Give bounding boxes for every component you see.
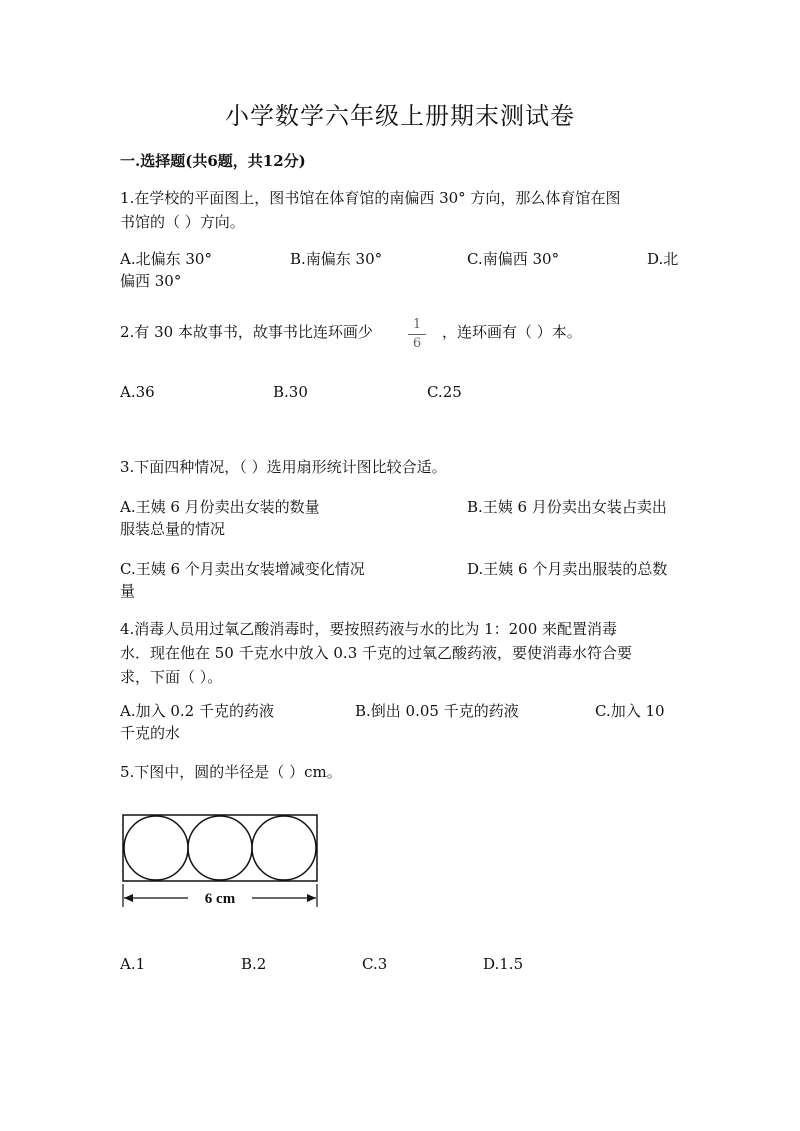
q2-option-b[interactable]: B.30 <box>273 383 308 401</box>
fraction-numerator: 1 <box>412 317 422 332</box>
q3-option-c[interactable]: C.王姨 6 个月卖出女装增减变化情况 <box>120 560 365 578</box>
question-3: 3.下面四种情况，（ ）选用扇形统计图比较合适。 <box>120 458 447 476</box>
figure-circle-2 <box>188 816 252 880</box>
three-circles-figure <box>118 812 323 910</box>
fraction-denominator: 6 <box>412 336 422 351</box>
q5-option-a[interactable]: A.1 <box>120 955 146 973</box>
q1-option-d-continued: 偏西 30° <box>120 272 182 290</box>
q5-option-c[interactable]: C.3 <box>362 955 388 973</box>
question-2-text-before: 2.有 30 本故事书，故事书比连环画少 <box>120 323 373 341</box>
question-1 <box>120 186 680 234</box>
q5-option-b[interactable]: B.2 <box>241 955 267 973</box>
question-2-text-after: ，连环画有（ ）本。 <box>442 323 582 341</box>
question-1-line-1: 1.在学校的平面图上，图书馆在体育馆的南偏西 30° 方向，那么体育馆在图 <box>120 189 621 207</box>
q1-option-d[interactable]: D.北 <box>647 250 679 268</box>
q3-option-a[interactable]: A.王姨 6 月份卖出女装的数量 <box>120 498 320 516</box>
figure-arrowhead-left <box>124 894 133 902</box>
q1-option-c[interactable]: C.南偏西 30° <box>467 250 560 268</box>
q4-option-c[interactable]: C.加入 10 <box>595 702 665 720</box>
q2-option-a[interactable]: A.36 <box>120 383 155 401</box>
page-title: 小学数学六年级上册期末测试卷 <box>225 102 575 130</box>
section-heading: 一.选择题(共6题，共12分) <box>120 152 306 170</box>
figure-arrowhead-right <box>307 894 316 902</box>
fraction-one-sixth <box>408 317 426 352</box>
figure-rectangle <box>123 815 317 881</box>
q4-option-c-continued: 千克的水 <box>120 724 181 742</box>
q3-option-d-continued: 量 <box>120 582 136 600</box>
q1-option-b[interactable]: B.南偏东 30° <box>290 250 383 268</box>
question-1-line-2: 书馆的（ ）方向。 <box>120 213 245 231</box>
question-4-line-1: 4.消毒人员用过氧乙酸消毒时，要按照药液与水的比为 1：200 来配置消毒 <box>120 620 618 638</box>
fraction-bar <box>408 334 426 335</box>
q3-option-b-continued: 服装总量的情况 <box>120 520 226 538</box>
q1-option-a[interactable]: A.北偏东 30° <box>120 250 212 268</box>
q4-option-b[interactable]: B.倒出 0.05 千克的药液 <box>355 702 519 720</box>
q3-option-b[interactable]: B.王姨 6 月份卖出女装占卖出 <box>467 498 667 516</box>
q4-option-a[interactable]: A.加入 0.2 千克的药液 <box>120 702 274 720</box>
q3-option-d[interactable]: D.王姨 6 个月卖出服装的总数 <box>467 560 668 578</box>
q5-option-d[interactable]: D.1.5 <box>483 955 524 973</box>
question-5: 5.下图中，圆的半径是（ ）cm。 <box>120 763 342 781</box>
figure-circle-3 <box>252 816 316 880</box>
figure-dimension-label: 6 cm <box>204 891 236 907</box>
q2-option-c[interactable]: C.25 <box>427 383 462 401</box>
question-4 <box>120 617 680 689</box>
figure-circle-1 <box>124 816 188 880</box>
question-4-line-3: 求，下面（ ）。 <box>120 668 223 686</box>
question-4-line-2: 水．现在他在 50 千克水中放入 0.3 千克的过氧乙酸药液，要使消毒水符合要 <box>120 644 633 662</box>
